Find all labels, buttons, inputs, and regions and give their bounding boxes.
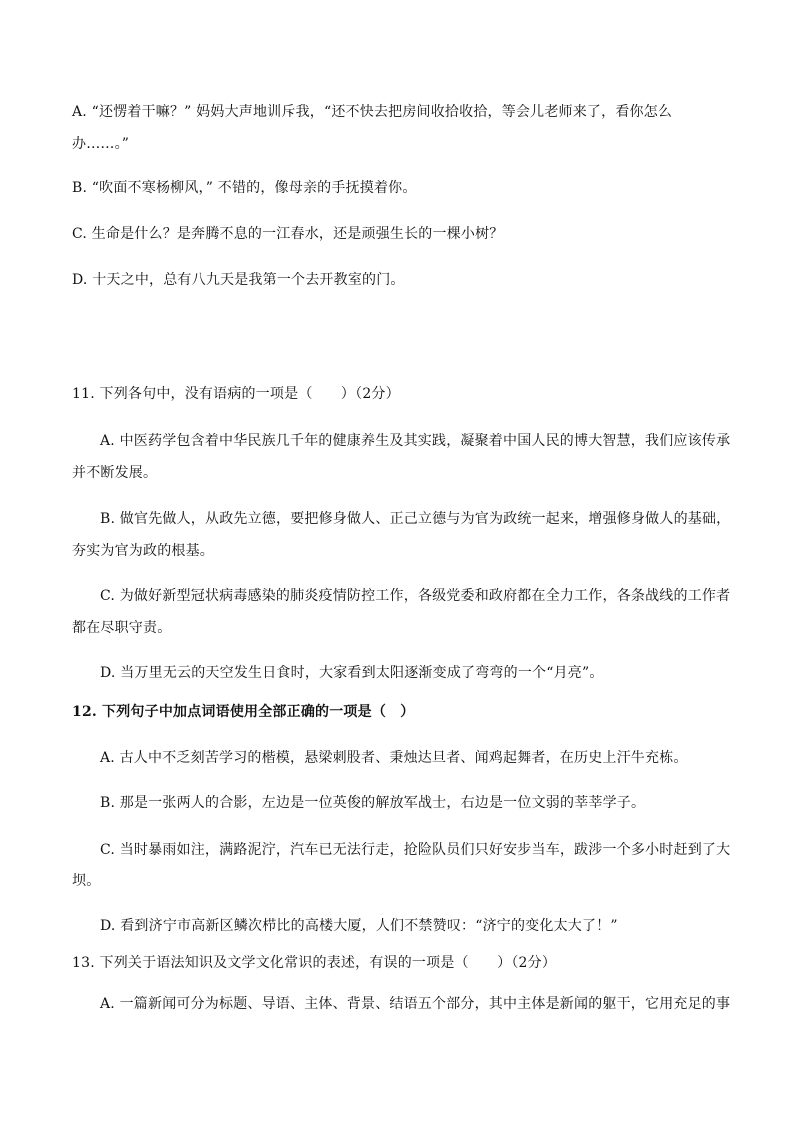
q10-option-a-line2: 办……。” — [72, 136, 130, 152]
q11-option-a-line2: 并不断发展。 — [72, 465, 158, 481]
q11-option-a-line1: A. 中医药学包含着中华民族几千年的健康养生及其实践，凝聚着中国人民的博大智慧，我们应该传承 — [100, 433, 731, 449]
q11-option-b-line1: B. 做官先做人，从政先立德，要把修身做人、正己立德与为官为政统一起来，增强修身做人的基础， — [100, 511, 731, 527]
q12-option-a: A. 古人中不乏刻苦学习的楷模，悬梁刺股者、秉烛达旦者、闻鸡起舞者，在历史上汗牛充栋。 — [100, 750, 688, 766]
q10-option-c: C. 生命是什么？是奔腾不息的一江春水，还是顽强生长的一棵小树？ — [72, 226, 504, 242]
q13-stem: 13. 下列关于语法知识及文学文化常识的表述，有误的一项是（ ）（2分） — [72, 955, 557, 971]
q12-option-b: B. 那是一张两人的合影，左边是一位英俊的解放军战士，右边是一位文弱的莘莘学子。 — [100, 795, 646, 811]
q13-option-a-line1: A. 一篇新闻可分为标题、导语、主体、背景、结语五个部分，其中主体是新闻的躯干，它用充足的事 — [100, 996, 731, 1012]
q12-option-c-line2: 坝。 — [72, 873, 101, 889]
q11-option-c-line1: C. 为做好新型冠状病毒感染的肺炎疫情防控工作，各级党委和政府都在全力工作，各条战线的工作者 — [100, 588, 731, 604]
q12-stem: 12. 下列句子中加点词语使用全部正确的一项是（ ） — [72, 704, 415, 720]
q11-option-c-line2: 都在尽职守责。 — [72, 620, 172, 636]
q11-option-d: D. 当万里无云的天空发生日食时，大家看到太阳逐渐变成了弯弯的一个“月亮”。 — [100, 665, 604, 681]
q12-option-c-line1: C. 当时暴雨如注，满路泥泞，汽车已无法行走，抢险队员们只好安步当车，跋涉一个多小时赶到了大 — [100, 842, 731, 858]
q11-stem: 11. 下列各句中，没有语病的一项是（ ）（2分） — [72, 386, 400, 402]
q12-option-d: D. 看到济宁市高新区鳞次栉比的高楼大厦，人们不禁赞叹：“济宁的变化太大了！” — [100, 918, 618, 934]
q11-option-b-line2: 夯实为官为政的根基。 — [72, 543, 214, 559]
q10-option-a-line1: A. “还愣着干嘛？” 妈妈大声地训斥我，“还不快去把房间收拾收拾，等会儿老师来了，看你怎么 — [72, 104, 673, 120]
q10-option-b: B. “吹面不寒杨柳风，” 不错的，像母亲的手抚摸着你。 — [72, 180, 417, 196]
q10-option-d: D. 十天之中，总有八九天是我第一个去开教室的门。 — [72, 272, 405, 288]
